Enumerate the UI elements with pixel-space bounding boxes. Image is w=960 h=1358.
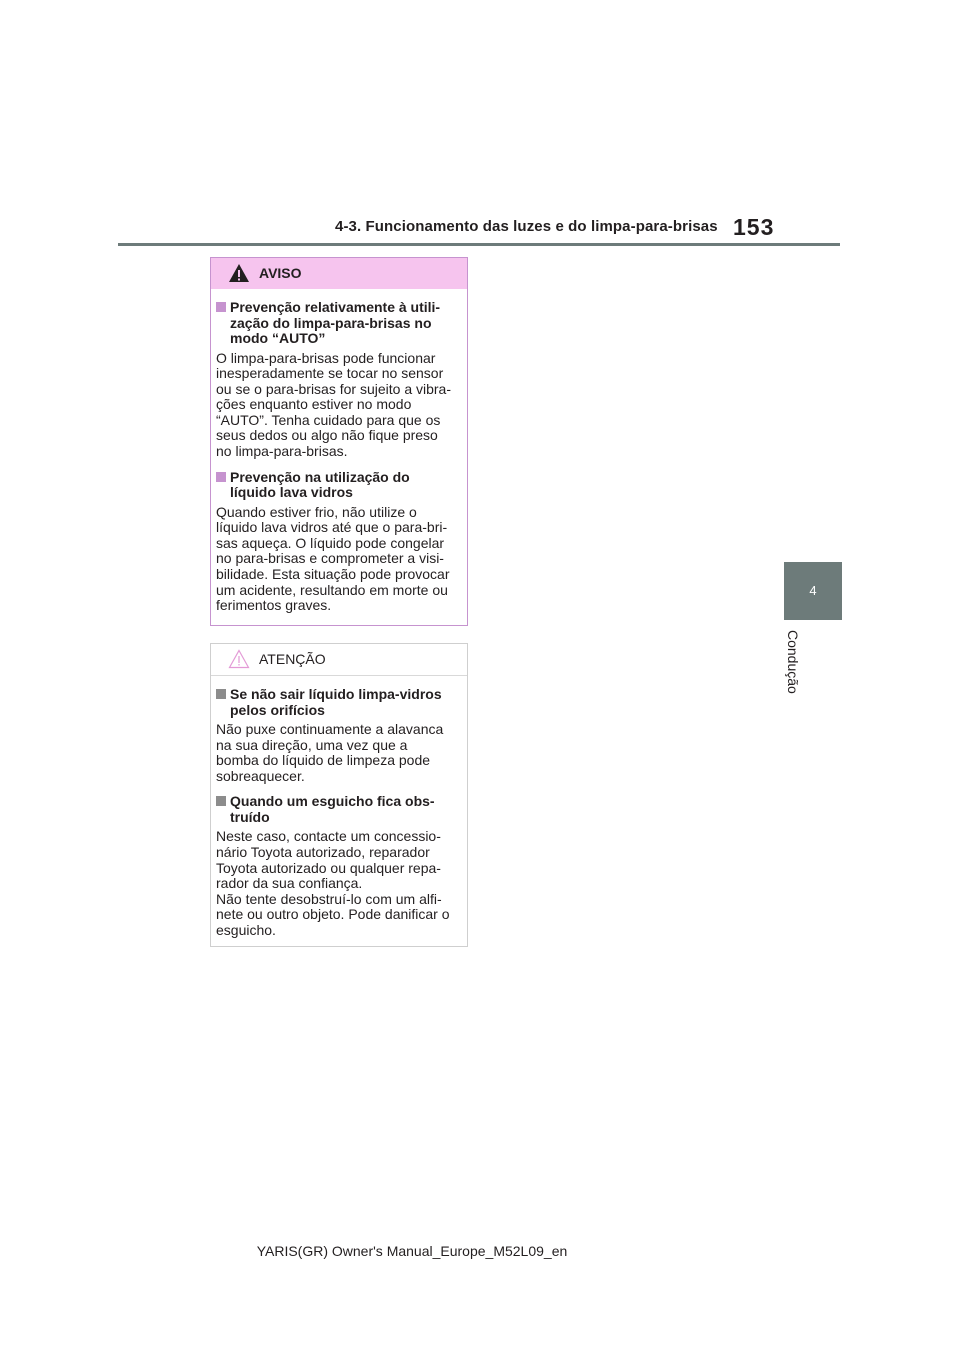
caution-item-body: Neste caso, contacte um concessio- nário Toyota autorizado, reparador Toyota autorizado ou qualquer repa- rador da sua confiança. Não tente desobstruí-lo com um alfi- nete ou outro objeto. Pode danificar o esguicho. [216, 828, 450, 938]
caution-item-title [216, 687, 461, 718]
caution-content [211, 676, 467, 939]
section-title: 4-3. Funcionamento das luzes e do limpa-para-brisas [335, 218, 718, 235]
caution-label: ATENÇÃO [259, 651, 326, 667]
caution-item-title-text: Se não sair líquido limpa-vidros pelos orifícios [230, 686, 442, 718]
warning-item-body: Quando estiver frio, não utilize o líquido lava vidros até que o para-bri- sas aqueça. O líquido pode congelar no para-brisas e comprometer a visi- bilidade. Esta situação pode provocar um acidente, resultando em morte ou ferimentos graves. [216, 503, 450, 614]
caution-box [210, 643, 468, 947]
warning-item [216, 300, 461, 460]
warning-box-header [211, 258, 467, 289]
bullet-square-icon [216, 689, 226, 699]
footer-text: YARIS(GR) Owner's Manual_Europe_M52L09_en [256, 1243, 568, 1259]
caution-item-title [216, 794, 461, 825]
chapter-tab: 4 [784, 562, 842, 620]
caution-box-header [211, 644, 467, 676]
warning-triangle-icon [228, 263, 250, 283]
warning-label: AVISO [259, 265, 302, 281]
warning-item [216, 470, 461, 614]
caution-item [216, 687, 461, 784]
warning-content [211, 289, 467, 614]
caution-item-body: Não puxe continuamente a alavanca na sua direção, uma vez que a bomba do líquido de limpeza pode sobreaquecer. [216, 721, 444, 784]
bullet-square-icon [216, 472, 226, 482]
chapter-label [779, 630, 809, 720]
chapter-label-text: Condução [785, 630, 801, 694]
warning-item-title [216, 470, 461, 501]
caution-item [216, 794, 461, 938]
warning-item-title-text: Prevenção na utilização do líquido lava vidros [230, 468, 410, 501]
warning-item-title-text: Prevenção relativamente à utili- zação do limpa-para-brisas no modo “AUTO” [230, 299, 441, 346]
header-rule [118, 243, 840, 246]
bullet-square-icon [216, 302, 226, 312]
caution-triangle-icon [228, 649, 250, 669]
footer [0, 1243, 960, 1259]
warning-item-title [216, 300, 461, 347]
warning-item-body: O limpa-para-brisas pode funcionar inesperadamente se tocar no sensor ou se o para-brisas for sujeito a vibra- ções enquanto estiver no modo “AUTO”. Tenha cuidado para que os seus dedos ou algo não fique preso no limpa-para-brisas. [216, 349, 451, 460]
caution-item-title-text: Quando um esguicho fica obs- truído [230, 793, 435, 825]
bullet-square-icon [216, 796, 226, 806]
warning-box [210, 257, 468, 626]
page-number: 153 [733, 214, 775, 240]
